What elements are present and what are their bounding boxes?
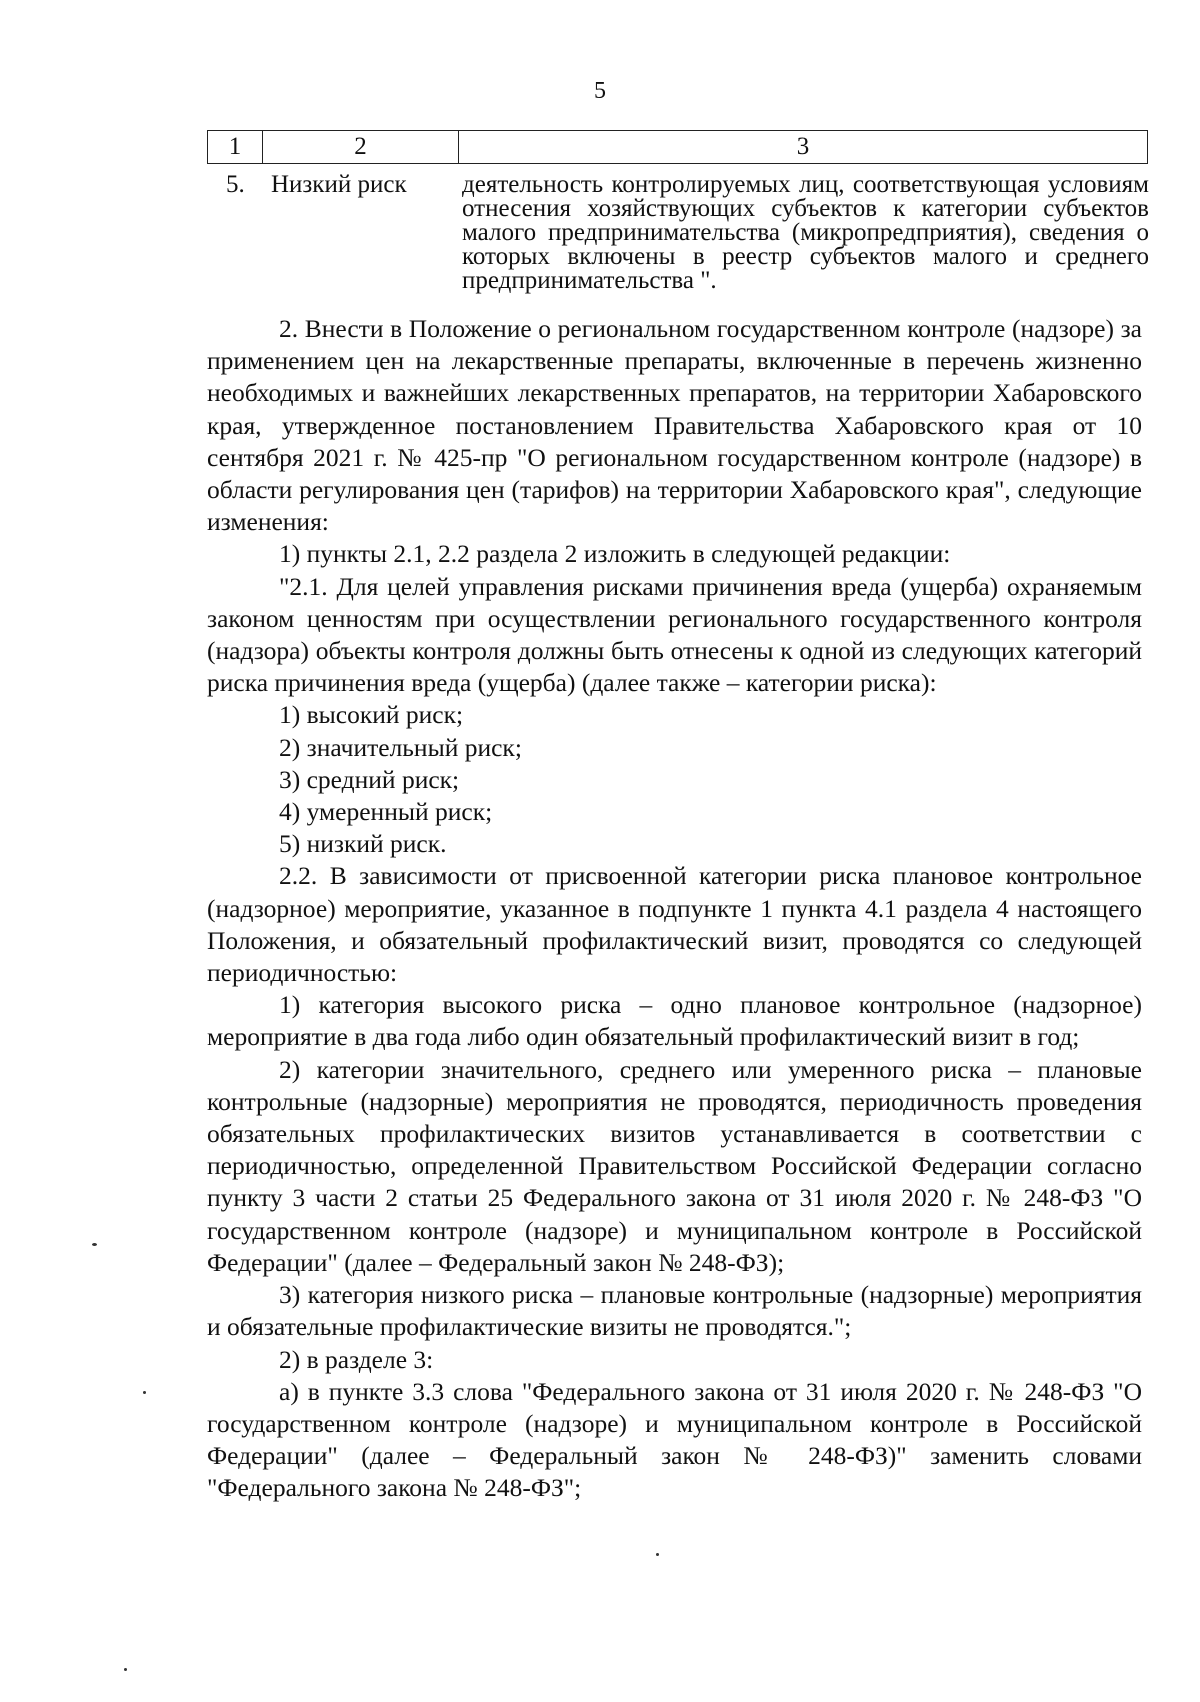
table-header-cell: 2	[263, 131, 459, 163]
page-number: 5	[594, 78, 606, 104]
scan-speck	[143, 1391, 146, 1394]
scan-speck	[124, 1668, 127, 1671]
scan-speck	[92, 1243, 97, 1246]
table-header-cell: 1	[208, 131, 263, 163]
paragraph: 1) категория высокого риска – одно плановое контрольное (надзорное) мероприятие в два года либо один обязательный профилактический визит в год;	[207, 990, 1142, 1052]
paragraph: а) в пункте 3.3 слова "Федерального закона от 31 июля 2020 г. № 248-ФЗ "О государственном контроле (надзоре) и муниципальном контроле в Российской Федерации" (далее – Федеральный закон № 248-ФЗ)" заменить словами "Федерального закона № 248-ФЗ";	[207, 1376, 1142, 1503]
list-item: 4) умеренный риск;	[279, 797, 493, 827]
table-header-row	[207, 130, 1148, 164]
paragraph: 2. Внести в Положение о региональном государственном контроле (надзоре) за применением цен на лекарственные препараты, включенные в перечень жизненно необходимых и важнейших лекарственных препаратов, на территории Хабаровского края, утвержденное постановлением Правительства Хабаровского края от 10 сентября 2021 г. № 425-пр "О региональном государственном контроле (надзоре) в области регулирования цен (тарифов) на территории Хабаровского края", следующие изменения:	[207, 314, 1142, 537]
list-item: 3) средний риск;	[279, 764, 460, 794]
paragraph: "2.1. Для целей управления рисками причинения вреда (ущерба) охраняемым законом ценностям при осуществлении регионального государственного контроля (надзора) объекты контроля должны быть отнесены к одной из следующих категорий риска причинения вреда (ущерба) (далее также – категории риска):	[207, 571, 1142, 698]
paragraph: 2) в разделе 3:	[279, 1344, 434, 1374]
paragraph: 3) категория низкого риска – плановые контрольные (надзорные) мероприятия и обязательные профилактические визиты не проводятся.";	[207, 1280, 1142, 1342]
risk-category-description: деятельность контролируемых лиц, соответствующая условиям отнесения хозяйствующих субъектов к категории субъектов малого предпринимательства (микропредприятия), сведения о которых включены в реестр субъектов малого и среднего предпринимательства ".	[462, 171, 1149, 294]
row-number: 5.	[226, 171, 245, 198]
paragraph: 1) пункты 2.1, 2.2 раздела 2 изложить в следующей редакции:	[279, 539, 951, 569]
table-header-cell: 3	[796, 133, 810, 160]
list-item: 2) значительный риск;	[279, 732, 522, 762]
document-body	[207, 313, 1142, 1505]
paragraph: 2.2. В зависимости от присвоенной категории риска плановое контрольное (надзорное) мероприятие, указанное в подпункте 1 пункта 4.1 раздела 4 настоящего Положения, и обязательный профилактический визит, проводятся со следующей периодичностью:	[207, 861, 1142, 988]
paragraph: 2) категории значительного, среднего или умеренного риска – плановые контрольные (надзорные) мероприятия не проводятся, периодичность проведения обязательных профилактических визитов устанавливается в соответствии с периодичностью, определенной Правительством Российской Федерации согласно пункту 3 части 2 статьи 25 Федерального закона от 31 июля 2020 г. № 248-ФЗ "О государственном контроле (надзоре) и муниципальном контроле в Российской Федерации" (далее – Федеральный закон № 248-ФЗ);	[207, 1054, 1142, 1277]
list-item: 1) высокий риск;	[279, 700, 464, 730]
list-item: 5) низкий риск.	[279, 829, 447, 859]
risk-category-label: Низкий риск	[271, 171, 407, 198]
scan-speck	[656, 1553, 659, 1556]
